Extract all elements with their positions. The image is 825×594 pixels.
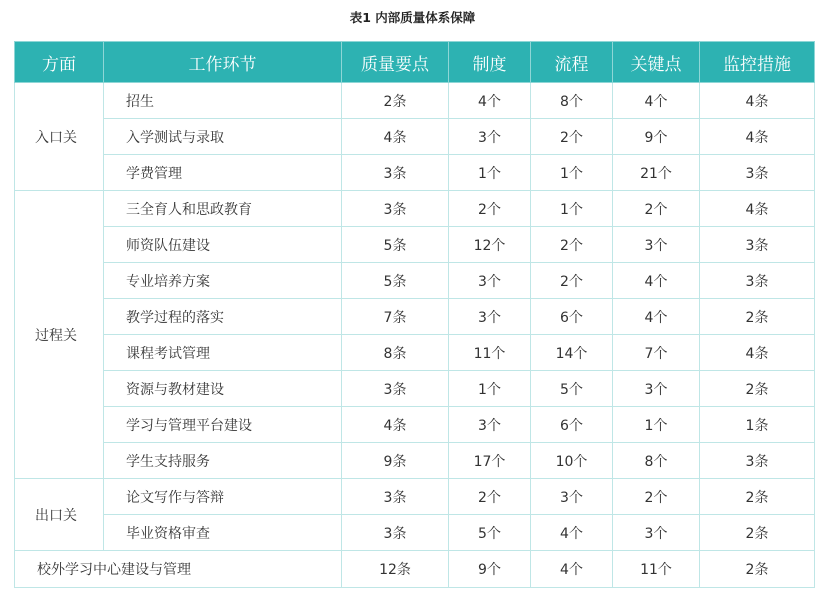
process-cell: 3个 — [531, 479, 613, 515]
table-row — [15, 191, 815, 227]
key-cell: 2个 — [613, 479, 700, 515]
group-cell: 入口关 — [15, 83, 104, 191]
monitor-cell: 4条 — [700, 335, 815, 371]
group-cell: 出口关 — [15, 479, 104, 551]
footer-quality-cell: 12条 — [342, 551, 449, 588]
system-cell: 11个 — [449, 335, 531, 371]
header-aspect: 方面 — [15, 42, 104, 83]
header-process: 流程 — [531, 42, 613, 83]
group-cell: 过程关 — [15, 191, 104, 479]
table-row — [15, 479, 815, 515]
step-cell: 专业培养方案 — [104, 263, 342, 299]
process-cell: 1个 — [531, 155, 613, 191]
table-row — [15, 119, 815, 155]
quality-cell: 3条 — [342, 371, 449, 407]
quality-cell: 5条 — [342, 263, 449, 299]
key-cell: 9个 — [613, 119, 700, 155]
footer-row — [15, 551, 815, 588]
process-cell: 6个 — [531, 299, 613, 335]
step-cell: 论文写作与答辩 — [104, 479, 342, 515]
system-cell: 1个 — [449, 371, 531, 407]
step-cell: 三全育人和思政教育 — [104, 191, 342, 227]
table-row — [15, 407, 815, 443]
quality-cell: 3条 — [342, 155, 449, 191]
monitor-cell: 4条 — [700, 191, 815, 227]
key-cell: 4个 — [613, 83, 700, 119]
system-cell: 5个 — [449, 515, 531, 551]
table-row — [15, 299, 815, 335]
system-cell: 2个 — [449, 479, 531, 515]
monitor-cell: 2条 — [700, 515, 815, 551]
monitor-cell: 4条 — [700, 83, 815, 119]
key-cell: 21个 — [613, 155, 700, 191]
table-row — [15, 371, 815, 407]
monitor-cell: 2条 — [700, 299, 815, 335]
footer-system-cell: 9个 — [449, 551, 531, 588]
key-cell: 3个 — [613, 515, 700, 551]
monitor-cell: 3条 — [700, 263, 815, 299]
system-cell: 3个 — [449, 119, 531, 155]
header-quality: 质量要点 — [342, 42, 449, 83]
monitor-cell: 3条 — [700, 227, 815, 263]
table-row — [15, 83, 815, 119]
table-row — [15, 227, 815, 263]
monitor-cell: 1条 — [700, 407, 815, 443]
system-cell: 2个 — [449, 191, 531, 227]
quality-cell: 8条 — [342, 335, 449, 371]
process-cell: 2个 — [531, 119, 613, 155]
process-cell: 1个 — [531, 191, 613, 227]
step-cell: 课程考试管理 — [104, 335, 342, 371]
step-cell: 招生 — [104, 83, 342, 119]
key-cell: 8个 — [613, 443, 700, 479]
step-cell: 学费管理 — [104, 155, 342, 191]
quality-cell: 3条 — [342, 191, 449, 227]
quality-cell: 3条 — [342, 515, 449, 551]
quality-cell: 2条 — [342, 83, 449, 119]
step-cell: 入学测试与录取 — [104, 119, 342, 155]
key-cell: 3个 — [613, 371, 700, 407]
process-cell: 6个 — [531, 407, 613, 443]
system-cell: 3个 — [449, 407, 531, 443]
header-system: 制度 — [449, 42, 531, 83]
step-cell: 学生支持服务 — [104, 443, 342, 479]
footer-key-cell: 11个 — [613, 551, 700, 588]
step-cell: 教学过程的落实 — [104, 299, 342, 335]
footer-process-cell: 4个 — [531, 551, 613, 588]
table-row — [15, 335, 815, 371]
monitor-cell: 3条 — [700, 155, 815, 191]
key-cell: 3个 — [613, 227, 700, 263]
key-cell: 2个 — [613, 191, 700, 227]
process-cell: 5个 — [531, 371, 613, 407]
header-row — [15, 42, 815, 83]
key-cell: 4个 — [613, 299, 700, 335]
process-cell: 10个 — [531, 443, 613, 479]
system-cell: 17个 — [449, 443, 531, 479]
system-cell: 1个 — [449, 155, 531, 191]
quality-cell: 4条 — [342, 119, 449, 155]
monitor-cell: 3条 — [700, 443, 815, 479]
key-cell: 1个 — [613, 407, 700, 443]
process-cell: 8个 — [531, 83, 613, 119]
quality-cell: 3条 — [342, 479, 449, 515]
key-cell: 7个 — [613, 335, 700, 371]
process-cell: 14个 — [531, 335, 613, 371]
process-cell: 2个 — [531, 227, 613, 263]
table-row — [15, 443, 815, 479]
monitor-cell: 2条 — [700, 371, 815, 407]
quality-table — [14, 41, 815, 588]
table-caption: 表1 内部质量体系保障 — [349, 10, 476, 25]
step-cell: 毕业资格审查 — [104, 515, 342, 551]
system-cell: 4个 — [449, 83, 531, 119]
system-cell: 12个 — [449, 227, 531, 263]
quality-cell: 7条 — [342, 299, 449, 335]
step-cell: 师资队伍建设 — [104, 227, 342, 263]
monitor-cell: 2条 — [700, 479, 815, 515]
table-row — [15, 263, 815, 299]
header-monitor: 监控措施 — [700, 42, 815, 83]
header-key: 关键点 — [613, 42, 700, 83]
monitor-cell: 4条 — [700, 119, 815, 155]
key-cell: 4个 — [613, 263, 700, 299]
process-cell: 2个 — [531, 263, 613, 299]
table-row — [15, 515, 815, 551]
table-body — [15, 83, 815, 588]
quality-cell: 5条 — [342, 227, 449, 263]
quality-cell: 9条 — [342, 443, 449, 479]
process-cell: 4个 — [531, 515, 613, 551]
footer-label-cell: 校外学习中心建设与管理 — [15, 551, 342, 588]
header-step: 工作环节 — [104, 42, 342, 83]
system-cell: 3个 — [449, 299, 531, 335]
step-cell: 学习与管理平台建设 — [104, 407, 342, 443]
table-row — [15, 155, 815, 191]
quality-cell: 4条 — [342, 407, 449, 443]
step-cell: 资源与教材建设 — [104, 371, 342, 407]
system-cell: 3个 — [449, 263, 531, 299]
footer-monitor-cell: 2条 — [700, 551, 815, 588]
